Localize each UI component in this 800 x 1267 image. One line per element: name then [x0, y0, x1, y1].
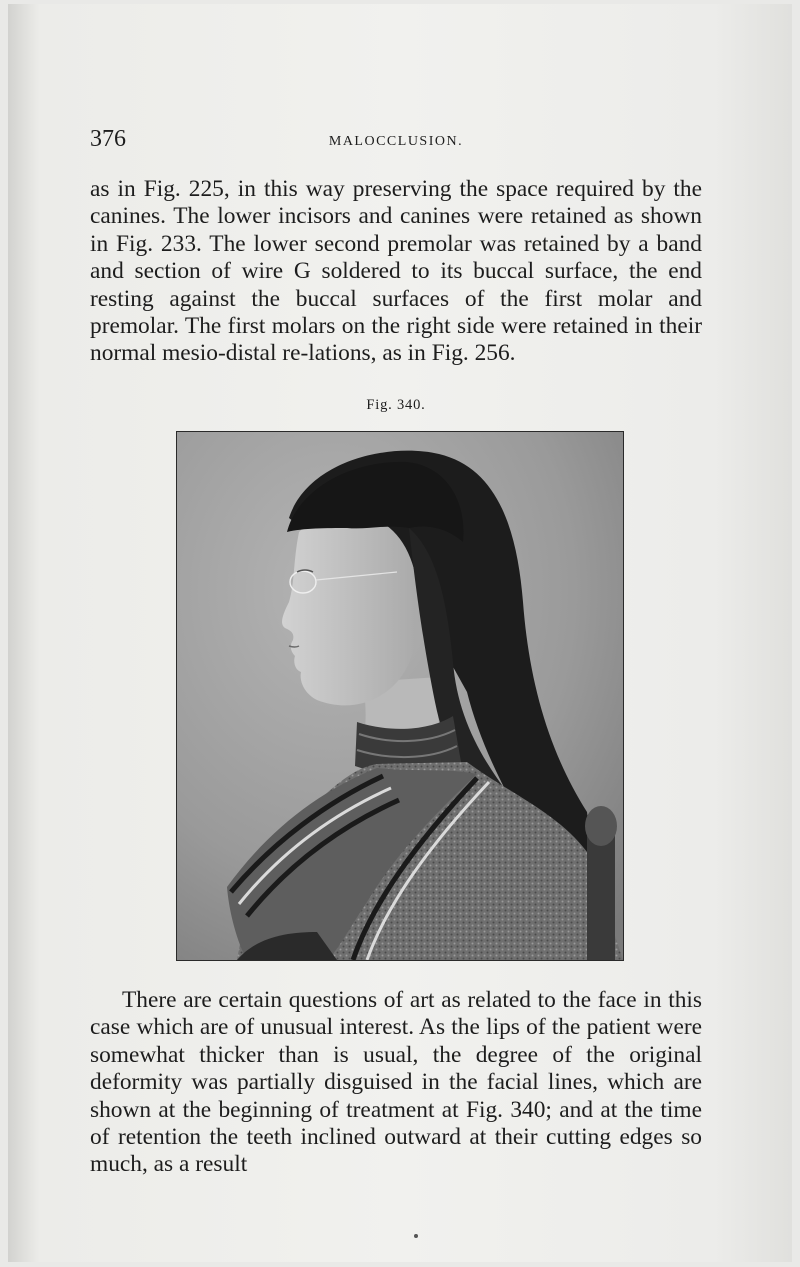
book-page [8, 4, 792, 1262]
running-head [90, 126, 702, 158]
figure-caption: Fig. 340. [366, 397, 426, 413]
page-number: 376 [90, 126, 126, 152]
paragraph-1: as in Fig. 225, in this way preserving the space required by the canines. The lower incisors and canines were retained as shown in Fig. 233. The lower second premolar was retained by a band and section of wire G soldered to its buccal surface, the end resting against the buccal surfaces of the first molar and premolar. The first molars on the right side were retained in their normal mesio-distal re-lations, as in Fig. 256. [90, 176, 702, 367]
paragraph-2: There are certain questions of art as related to the face in this case which are of unusual interest. As the lips of the patient were somewhat thicker than is usual, the degree of the original deformity was partially disguised in the facial lines, which are shown at the beginning of treatment at Fig. 340; and at the time of retention the teeth inclined outward at their cutting edges so much, as a result [90, 987, 702, 1178]
figure-photo [176, 431, 624, 961]
running-title: MALOCCLUSION. [328, 134, 464, 149]
speck [414, 1234, 418, 1238]
